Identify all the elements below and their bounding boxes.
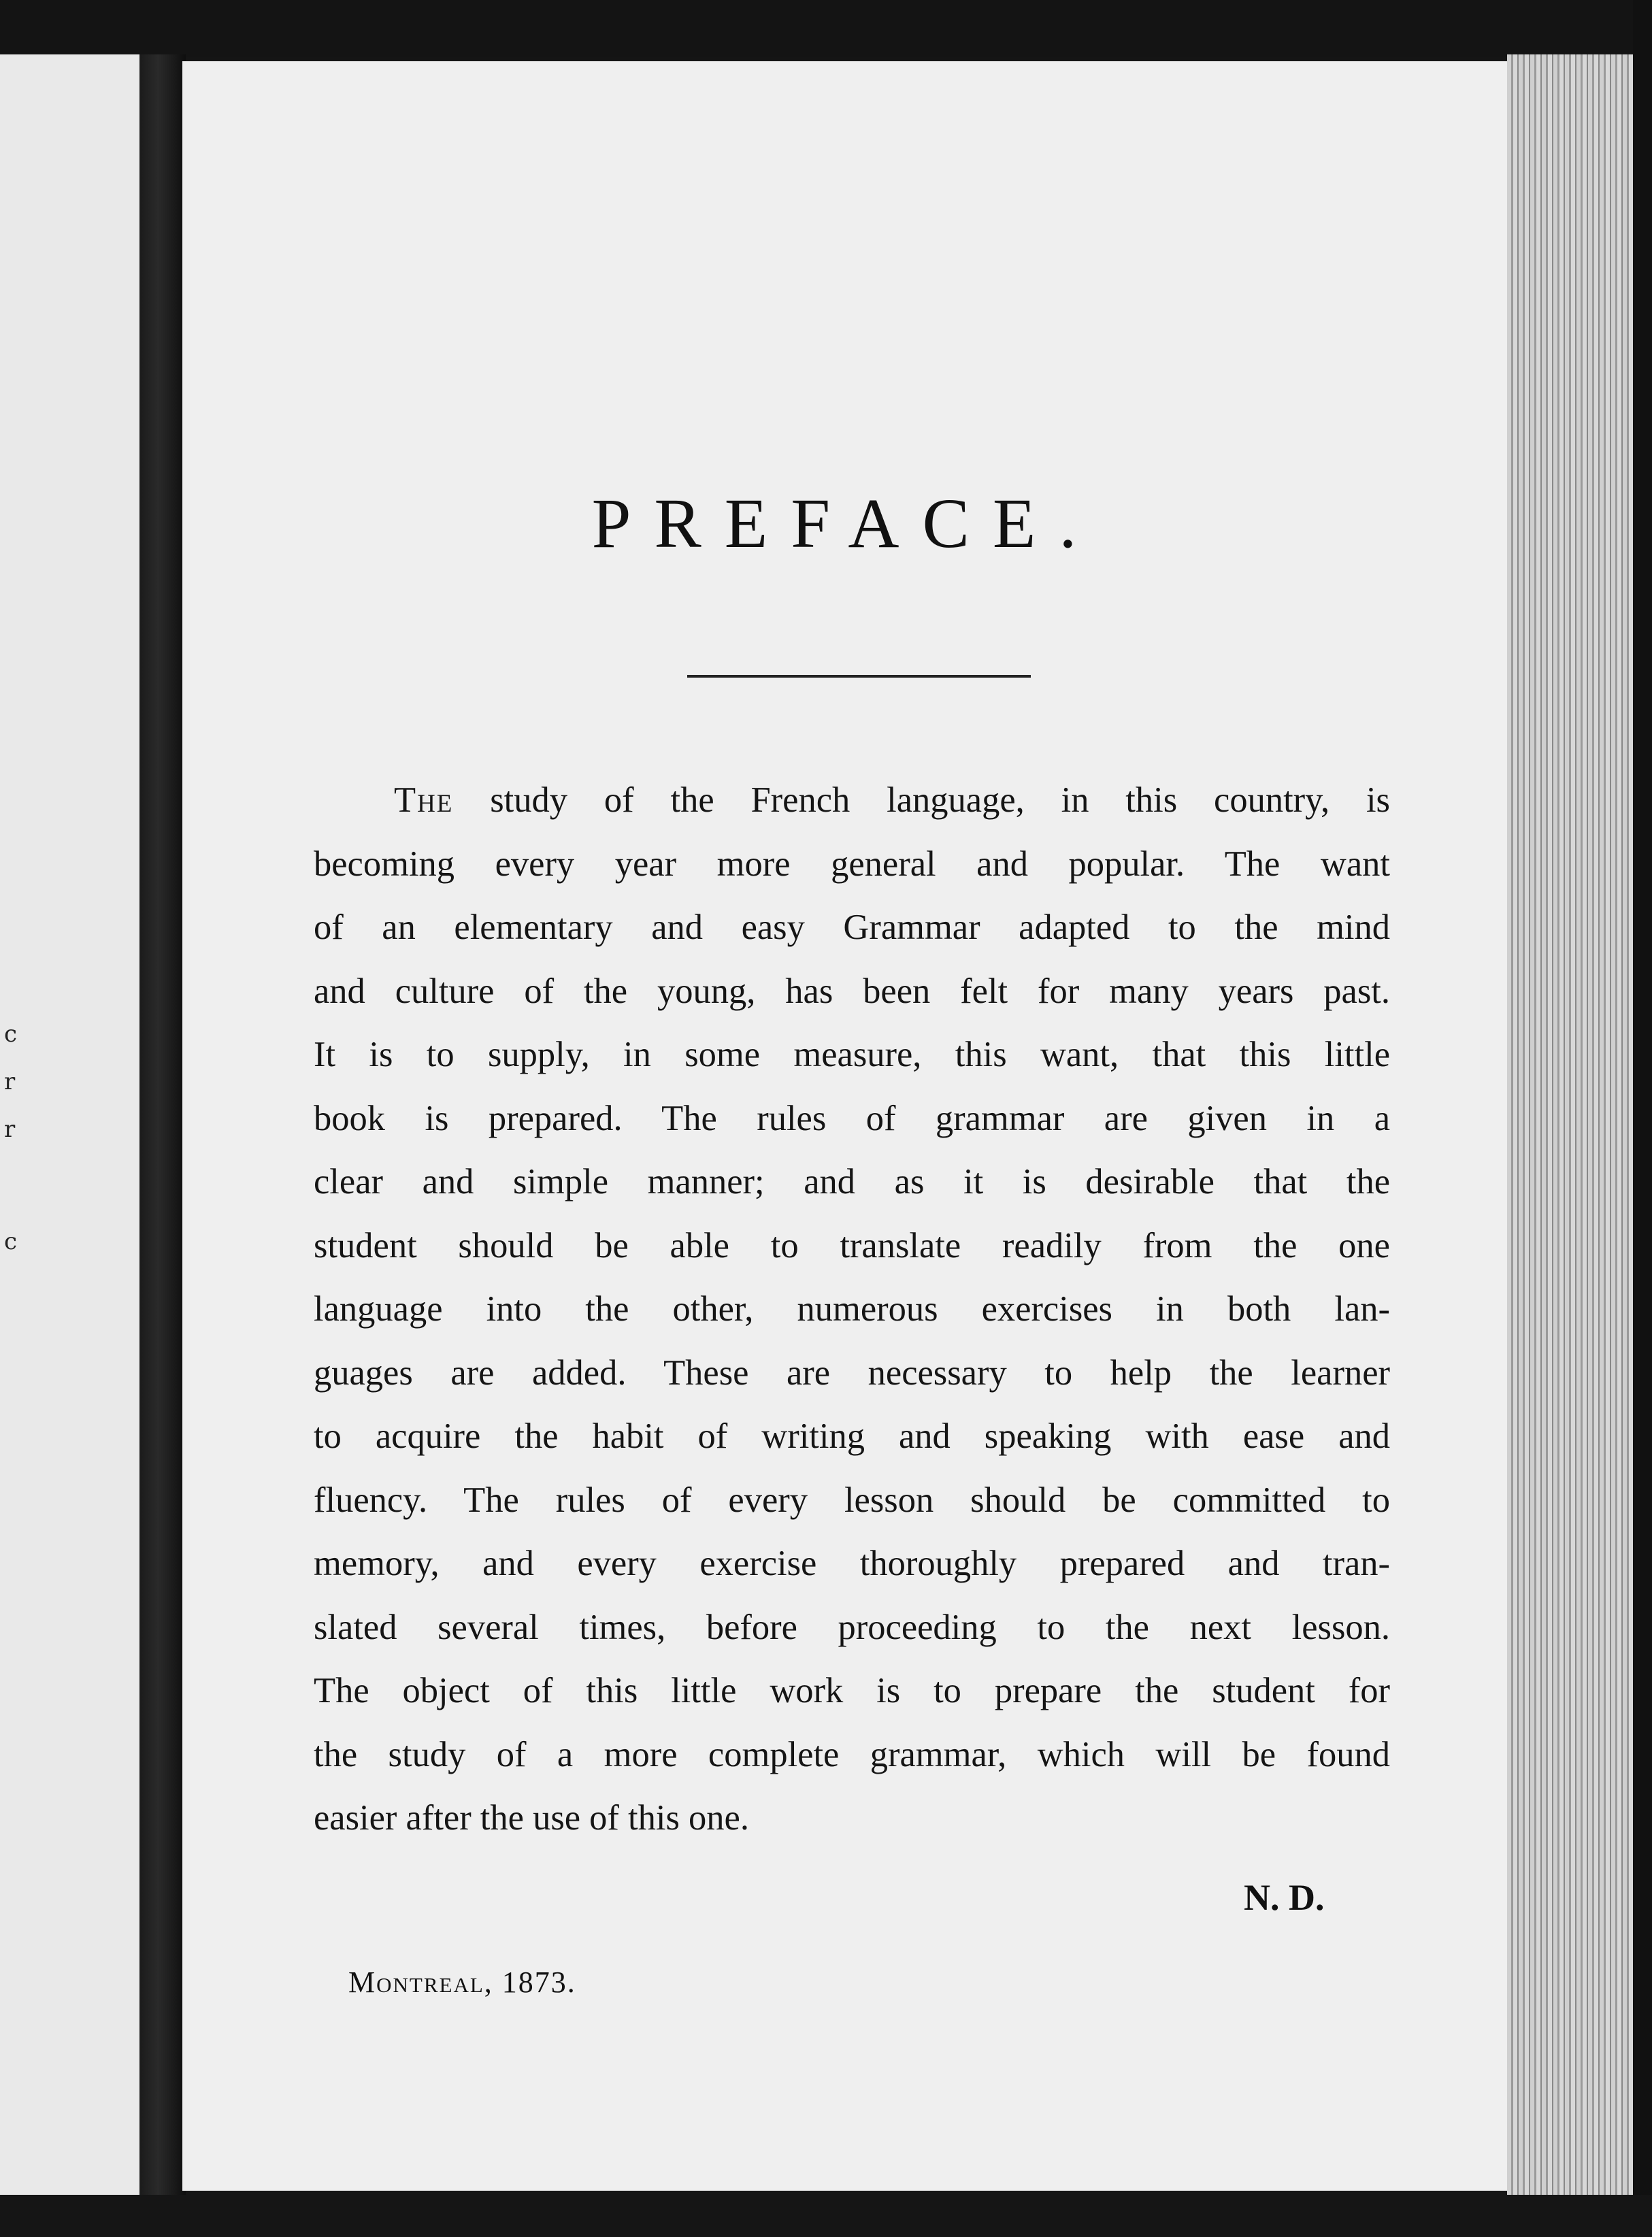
- body-line: [314, 769, 1390, 833]
- body-line: and culture of the young, has been felt for many years past.: [314, 971, 1390, 1011]
- edge-character: c: [4, 1021, 18, 1048]
- body-line: of an elementary and easy Grammar adapted to the mind: [314, 908, 1390, 947]
- body-line: language into the other, numerous exercises in both lan-: [314, 1289, 1390, 1329]
- book-page-edges: [1507, 54, 1636, 2198]
- body-line: to acquire the habit of writing and speaking with ease and: [314, 1416, 1390, 1456]
- author-initials: N. D.: [1244, 1877, 1325, 1918]
- body-line: fluency. The rules of every lesson should be committed to: [314, 1480, 1390, 1520]
- edge-character: r: [4, 1068, 16, 1095]
- publication-year: 1873.: [501, 1966, 576, 1999]
- body-line: easier after the use of this one.: [314, 1798, 749, 1838]
- body-line: student should be able to translate readily from the one: [314, 1225, 1390, 1265]
- place-name: Montreal,: [348, 1966, 493, 1999]
- body-line: book is prepared. The rules of grammar are given in a: [314, 1098, 1390, 1138]
- preface-page: [182, 61, 1509, 2191]
- scan-right-border: [1633, 0, 1652, 2237]
- place-and-date: [348, 1965, 576, 2000]
- scan-bottom-border: [0, 2195, 1652, 2237]
- body-line: the study of a more complete grammar, which will be found: [314, 1734, 1390, 1774]
- page-title: PREFACE.: [591, 484, 1100, 563]
- body-line: slated several times, before proceeding to the next lesson.: [314, 1607, 1390, 1647]
- body-line: clear and simple manner; and as it is desirable that the: [314, 1162, 1390, 1202]
- body-line: The object of this little work is to prepare the student for: [314, 1671, 1390, 1710]
- body-line: It is to supply, in some measure, this want, that this little: [314, 1035, 1390, 1074]
- body-line: becoming every year more general and popular. The want: [314, 844, 1390, 884]
- previous-page-edge-text: [0, 54, 139, 2237]
- binding-gutter: [139, 54, 186, 2237]
- previous-page-fragment: [0, 54, 139, 2237]
- edge-character: c: [4, 1228, 18, 1255]
- scan-top-border: [0, 0, 1652, 57]
- body-line: memory, and every exercise thoroughly prepared and tran-: [314, 1544, 1390, 1583]
- body-line: guages are added. These are necessary to help the learner: [314, 1353, 1390, 1393]
- body-first-word: The: [394, 780, 454, 820]
- preface-body: [314, 769, 1390, 1851]
- body-line-text: study of the French language, in this country, is: [453, 780, 1390, 820]
- title-divider-rule: [687, 675, 1031, 678]
- edge-character: r: [4, 1116, 16, 1143]
